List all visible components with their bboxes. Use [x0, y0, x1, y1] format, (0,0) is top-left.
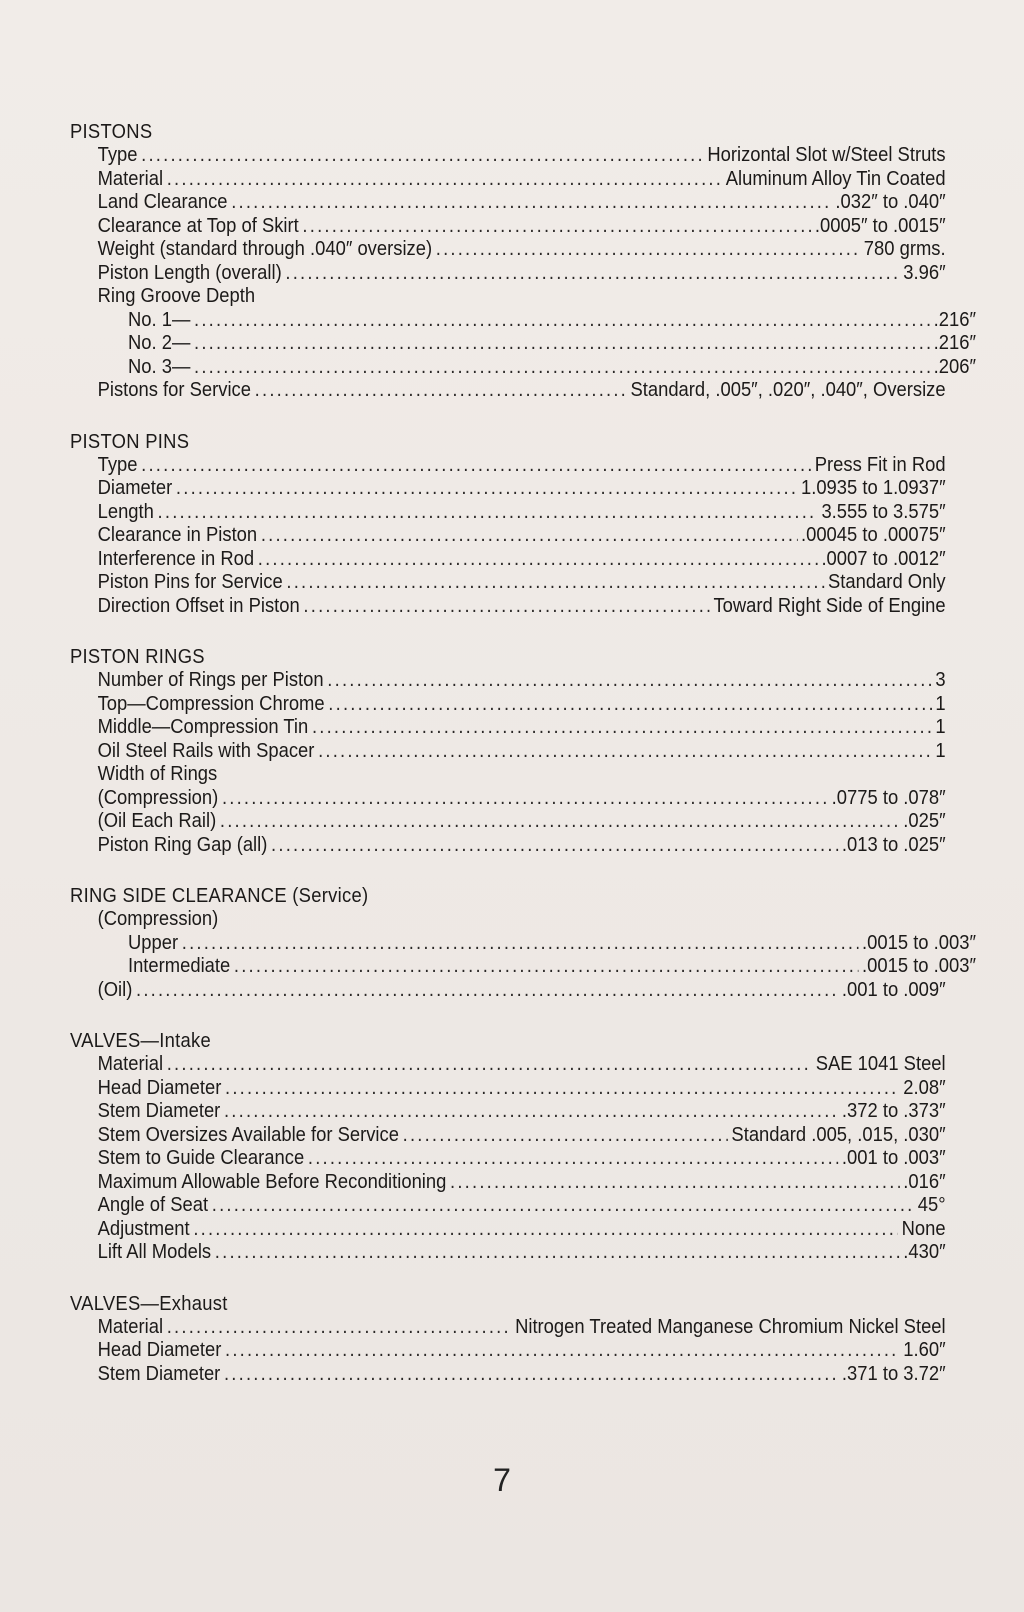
spec-row [70, 571, 946, 595]
spec-row [70, 1053, 946, 1077]
leader-dots [212, 1194, 914, 1218]
spec-label: No. 2— [127, 332, 191, 354]
spec-row [70, 1171, 946, 1195]
leader-dots [318, 740, 932, 764]
leader-dots [141, 454, 811, 478]
section-pistons [70, 120, 976, 403]
spec-value: .0775 to .078″ [831, 786, 946, 809]
spec-row [70, 501, 946, 525]
leader-dots [286, 571, 824, 595]
spec-value: .032″ to .040″ [835, 191, 946, 213]
spec-row [70, 1316, 946, 1340]
section-heading: PISTON PINS [70, 430, 190, 453]
spec-value: .025″ [903, 810, 946, 832]
leader-dots [158, 501, 818, 525]
spec-value: .0015 to .003″ [862, 931, 976, 954]
section-piston-pins [70, 430, 946, 619]
spec-label: Land Clearance [97, 191, 228, 213]
spec-row [70, 740, 946, 764]
spec-row [70, 834, 946, 858]
page-number: 7 [493, 1462, 511, 1498]
leader-dots [271, 834, 838, 858]
spec-value: 1.0935 to 1.0937″ [800, 477, 946, 499]
leader-dots [328, 693, 931, 717]
spec-value: .013 to .025″ [841, 833, 946, 856]
section-ring-side-clearance [70, 884, 976, 1002]
spec-row [70, 144, 946, 168]
spec-label: Weight (standard through .040″ oversize) [97, 238, 433, 260]
leader-dots [136, 979, 838, 1003]
leader-dots [303, 595, 709, 619]
leader-dots [234, 955, 858, 979]
leader-dots [403, 1124, 728, 1148]
spec-row [70, 477, 946, 501]
leader-dots [167, 168, 722, 192]
spec-row [70, 191, 946, 215]
spec-value: Standard Only [827, 571, 946, 593]
spec-row [70, 810, 946, 834]
spec-value: .372 to .373″ [841, 1100, 946, 1122]
spec-row [70, 669, 946, 693]
spec-value: .216″ [933, 308, 976, 331]
spec-label: Piston Ring Gap (all) [97, 833, 268, 856]
spec-label: Piston Pins for Service [97, 571, 283, 593]
spec-label: Direction Offset in Piston [97, 594, 300, 617]
spec-row [70, 693, 946, 717]
spec-row [70, 716, 946, 740]
spec-label: Material [97, 1053, 164, 1075]
spec-row [70, 955, 976, 979]
spec-label: Adjustment [97, 1217, 190, 1240]
leader-dots [450, 1171, 900, 1195]
spec-value: Standard .005, .015, .030″ [731, 1123, 946, 1146]
spec-row [70, 332, 976, 356]
spec-label: Length [97, 500, 154, 523]
spec-label: Type [97, 144, 138, 166]
leader-dots [141, 144, 703, 168]
spec-row [70, 238, 946, 262]
spec-row [70, 979, 946, 1003]
spec-label: Stem Diameter [97, 1362, 221, 1385]
spec-value: 45° [917, 1194, 946, 1216]
spec-value: .371 to 3.72″ [841, 1362, 946, 1385]
spec-label: Material [97, 167, 164, 190]
section-heading: PISTONS [70, 121, 153, 143]
spec-value: Standard, .005″, .020″, .040″, Oversize [630, 379, 946, 401]
spec-label: Diameter [97, 477, 173, 499]
spec-row [70, 787, 946, 811]
spec-label: Lift All Models [97, 1241, 212, 1263]
spec-value: .430″ [903, 1241, 946, 1263]
leader-dots [308, 1147, 838, 1171]
leader-dots [215, 1241, 900, 1265]
spec-value: .016″ [903, 1170, 946, 1193]
spec-label: Material [97, 1315, 164, 1338]
spec-row [70, 1077, 946, 1101]
spec-label: (Compression) [97, 786, 219, 809]
leader-dots [167, 1053, 812, 1077]
spec-value: Toward Right Side of Engine [713, 594, 946, 617]
spec-row [70, 932, 976, 956]
spec-value: .0015 to .003″ [862, 955, 976, 977]
leader-dots [220, 810, 900, 834]
spec-value: Nitrogen Treated Manganese Chromium Nickel Steel [515, 1315, 946, 1338]
spec-row [70, 168, 946, 192]
spec-value: Horizontal Slot w/Steel Struts [707, 144, 946, 166]
spec-value: 3.555 to 3.575″ [821, 500, 946, 523]
spec-subheading: Ring Groove Depth [97, 285, 256, 307]
spec-value: SAE 1041 Steel [815, 1053, 946, 1075]
section-heading: RING SIDE CLEARANCE (Service) [70, 885, 369, 907]
spec-label: Oil Steel Rails with Spacer [97, 739, 315, 762]
spec-value: 1 [935, 716, 946, 738]
section-valves-intake [70, 1029, 946, 1265]
spec-label: Stem Oversizes Available for Service [97, 1123, 399, 1146]
spec-label: Stem Diameter [97, 1100, 221, 1122]
section-valves-exhaust [70, 1292, 946, 1387]
spec-label: Type [97, 453, 138, 476]
spec-subheading: (Compression) [97, 908, 219, 930]
section-heading: VALVES—Intake [70, 1030, 211, 1052]
spec-row [70, 1241, 946, 1265]
leader-dots [436, 238, 860, 262]
spec-value: 1.60″ [903, 1339, 946, 1361]
spec-row [70, 356, 976, 380]
spec-value: 780 grms. [863, 238, 946, 260]
leader-dots [231, 191, 832, 215]
leader-dots [225, 1077, 900, 1101]
spec-value: 3.96″ [903, 261, 946, 284]
spec-value: .001 to .009″ [841, 978, 946, 1001]
spec-label: Interference in Rod [97, 547, 255, 570]
spec-value: 1 [935, 692, 946, 715]
leader-dots [167, 1316, 512, 1340]
spec-value: .206″ [933, 355, 976, 378]
spec-label: Stem to Guide Clearance [97, 1147, 305, 1169]
leader-dots [194, 309, 930, 333]
section-heading: VALVES—Exhaust [70, 1292, 228, 1315]
spec-row [70, 595, 946, 619]
leader-dots [193, 1218, 898, 1242]
spec-value: 3 [935, 669, 946, 691]
spec-row [70, 1363, 946, 1387]
spec-content [70, 120, 976, 1413]
spec-row [70, 548, 946, 572]
spec-row [70, 379, 946, 403]
spec-label: Head Diameter [97, 1339, 222, 1361]
spec-row [70, 1194, 946, 1218]
spec-row [70, 262, 946, 286]
spec-label: No. 3— [127, 355, 191, 378]
spec-value: 2.08″ [903, 1076, 946, 1099]
spec-row [70, 454, 946, 478]
spec-value: Aluminum Alloy Tin Coated [725, 167, 946, 190]
spec-label: Head Diameter [97, 1076, 222, 1099]
leader-dots [327, 669, 931, 693]
spec-row [70, 1218, 946, 1242]
spec-row [70, 1124, 946, 1148]
spec-label: (Oil) [97, 978, 133, 1001]
spec-label: No. 1— [127, 308, 191, 331]
leader-dots [224, 1100, 838, 1124]
spec-row [70, 215, 946, 239]
leader-dots [222, 787, 828, 811]
spec-value: .00045 to .00075″ [800, 524, 946, 546]
spec-label: Clearance in Piston [97, 524, 258, 546]
leader-dots [182, 932, 859, 956]
spec-subheading: Width of Rings [97, 763, 218, 785]
spec-value: .0005″ to .0015″ [814, 214, 946, 237]
leader-dots [302, 215, 811, 239]
leader-dots [285, 262, 899, 286]
spec-row [70, 309, 976, 333]
spec-value: None [901, 1217, 946, 1240]
spec-label: Angle of Seat [97, 1194, 209, 1216]
spec-label: Number of Rings per Piston [97, 669, 324, 691]
spec-value: 1 [935, 739, 946, 762]
spec-value: .0007 to .0012″ [821, 547, 946, 570]
leader-dots [176, 477, 797, 501]
leader-dots [194, 332, 930, 356]
spec-label: Clearance at Top of Skirt [97, 214, 299, 237]
spec-row [70, 1147, 946, 1171]
spec-label: Top—Compression Chrome [97, 692, 325, 715]
spec-label: Maximum Allowable Before Reconditioning [97, 1170, 447, 1193]
section-piston-rings [70, 645, 946, 857]
leader-dots [261, 524, 797, 548]
spec-label: Upper [127, 931, 179, 954]
spec-row [70, 1100, 946, 1124]
spec-row [70, 1339, 946, 1363]
spec-label: Middle—Compression Tin [97, 716, 309, 738]
spec-label: (Oil Each Rail) [97, 810, 217, 832]
spec-row [70, 524, 946, 548]
leader-dots [255, 379, 627, 403]
leader-dots [312, 716, 932, 740]
spec-label: Intermediate [127, 955, 231, 977]
spec-label: Pistons for Service [97, 379, 251, 401]
spec-value: .216″ [933, 332, 976, 354]
spec-value: .001 to .003″ [841, 1147, 946, 1169]
spec-value: Press Fit in Rod [814, 453, 946, 476]
section-heading: PISTON RINGS [70, 646, 205, 668]
leader-dots [224, 1363, 838, 1387]
spec-label: Piston Length (overall) [97, 261, 282, 284]
leader-dots [225, 1339, 900, 1363]
leader-dots [258, 548, 818, 572]
leader-dots [194, 356, 930, 380]
